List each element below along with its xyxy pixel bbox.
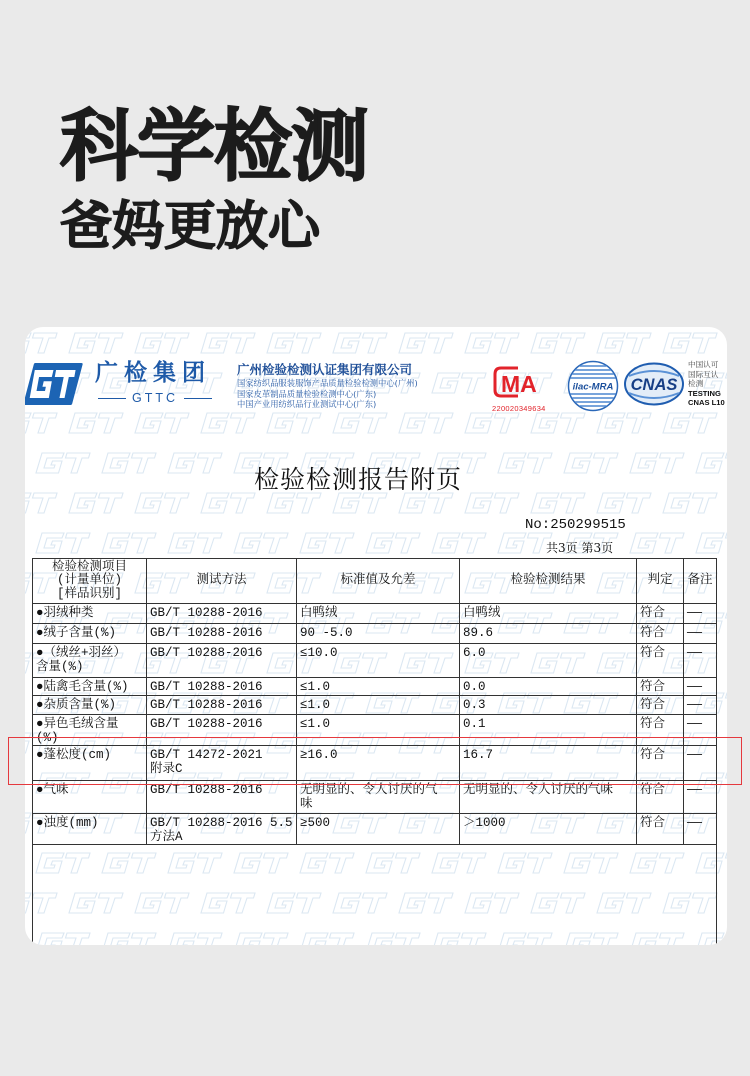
cnas-logo [623,362,685,406]
highlight-box [8,737,742,785]
cell-item: ●陆禽毛含量(%) [33,678,147,696]
center-line: 国家皮革制品质量检验检测中心(广东) [237,388,377,399]
cell-method: GB/T 10288-2016 5.5 方法A [147,814,297,845]
cell-result: 89.6 [460,624,637,644]
cma-mark-icon [492,365,550,399]
table-row [33,814,717,845]
cell-remark: —— [684,644,717,678]
cell-remark: —— [684,678,717,696]
cell-method: GB/T 10288-2016 [147,781,297,814]
cma-logo [492,365,552,413]
cell-standard: 无明显的、令人讨厌的气 味 [297,781,460,814]
cell-item: ●蓬松度(cm) [33,746,147,781]
cell-remark: —— [684,781,717,814]
table-row [33,781,717,814]
column-header-line: 测试方法 [196,573,247,588]
table-row [33,624,717,644]
cell-item: ●绒子含量(%) [33,624,147,644]
report-card [25,327,727,945]
cell-method: GB/T 10288-2016 [147,604,297,624]
cell-item: ●（绒丝+羽丝） 含量(%) [33,644,147,678]
cell-verdict: 符合 [637,696,684,715]
cell-remark: —— [684,604,717,624]
table-row [33,604,717,624]
cell-verdict: 符合 [637,678,684,696]
cell-item: ●杂质含量(%) [33,696,147,715]
column-header-item [33,559,147,604]
cell-item: ●气味 [33,781,147,814]
cell-method: GB/T 10288-2016 [147,624,297,644]
cell-result: 无明显的、令人讨厌的气味 [460,781,637,814]
cell-remark: —— [684,696,717,715]
cell-standard: 90 -5.0 [297,624,460,644]
headline-subtitle: 爸妈更放心 [60,197,321,257]
cnas-caption-line: 国际互认 [688,369,719,379]
cell-result: 白鸭绒 [460,604,637,624]
cell-verdict: 符合 [637,746,684,781]
cma-letters: MA [501,371,537,397]
cma-number: 220020349634 [492,404,546,413]
cnas-text: CNAS [630,376,678,394]
column-header-result [460,559,637,604]
cell-remark: —— [684,624,717,644]
column-header-standard [297,559,460,604]
column-header-line: 判定 [647,573,673,588]
cell-item: ●羽绒种类 [33,604,147,624]
table-empty-area [33,845,717,946]
cell-remark: —— [684,746,717,781]
cell-standard: 白鸭绒 [297,604,460,624]
column-header-method [147,559,297,604]
empty-cell [33,845,717,946]
cell-verdict: 符合 [637,781,684,814]
cell-method: GB/T 14272-2021 附录C [147,746,297,781]
column-header-line: 备注 [687,573,713,588]
cell-verdict: 符合 [637,715,684,746]
cell-standard: ≤10.0 [297,644,460,678]
cell-verdict: 符合 [637,604,684,624]
table-row [33,644,717,678]
organization-name: 广州检验检测认证集团有限公司 [237,362,413,377]
brand-name-en-row [92,392,218,405]
cell-standard: ≤1.0 [297,715,460,746]
cnas-caption-line: 检测 [688,379,704,389]
cnas-caption-line: TESTING [688,388,721,398]
cell-result: 0.0 [460,678,637,696]
cell-standard: ≥16.0 [297,746,460,781]
column-header-line: [样品识别] [56,586,122,601]
ilac-mra-logo [567,360,619,412]
cell-verdict: 符合 [637,644,684,678]
brand-name-cn: 广检集团 [95,360,211,386]
column-header-line: 检验检测结果 [510,573,586,588]
column-header-remark [684,559,717,604]
cell-remark: —— [684,814,717,845]
cell-result: 6.0 [460,644,637,678]
cell-result: ＞1000 [460,814,637,845]
brand-rule-left [98,398,126,399]
column-header-line: (计量单位) [56,573,122,588]
cell-standard: ≥500 [297,814,460,845]
cell-standard: ≤1.0 [297,696,460,715]
brand-rule-right [184,398,212,399]
table-row [33,696,717,715]
cell-method: GB/T 10288-2016 [147,696,297,715]
cell-result: 16.7 [460,746,637,781]
brand-name-en: GTTC [131,391,179,405]
headline-title: 科学检测 [60,102,369,192]
cell-result: 0.3 [460,696,637,715]
column-header-line: 标准值及允差 [340,573,416,588]
ilac-mra-text: ilac-MRA [572,381,614,393]
cell-result: 0.1 [460,715,637,746]
organization-block [237,362,418,410]
cnas-caption-line: CNAS L10 [688,398,725,408]
cell-method: GB/T 10288-2016 [147,715,297,746]
table-head [33,559,717,604]
column-header-line: 检验检测项目 [51,559,127,574]
center-line: 中国产业用纺织品行业测试中心(广东) [237,399,377,409]
report-number: No:250299515 [525,517,626,533]
center-line: 国家纺织品服装服饰产品质量检验检测中心(广州) [237,378,418,388]
cnas-caption [688,360,725,408]
cell-method: GB/T 10288-2016 [147,678,297,696]
report-title: 检验检测报告附页 [254,465,463,494]
cell-remark: —— [684,715,717,746]
cell-item: ●浊度(mm) [33,814,147,845]
column-header-verdict [637,559,684,604]
cell-item: ●异色毛绒含量 (%) [33,715,147,746]
cell-verdict: 符合 [637,624,684,644]
cell-standard: ≤1.0 [297,678,460,696]
gttc-logo-icon [25,362,83,406]
cnas-caption-line: 中国认可 [688,360,719,369]
cell-method: GB/T 10288-2016 [147,644,297,678]
page-counter: 共3页 第3页 [546,541,614,555]
cell-verdict: 符合 [637,814,684,845]
table-row [33,678,717,696]
header-row [33,559,717,604]
